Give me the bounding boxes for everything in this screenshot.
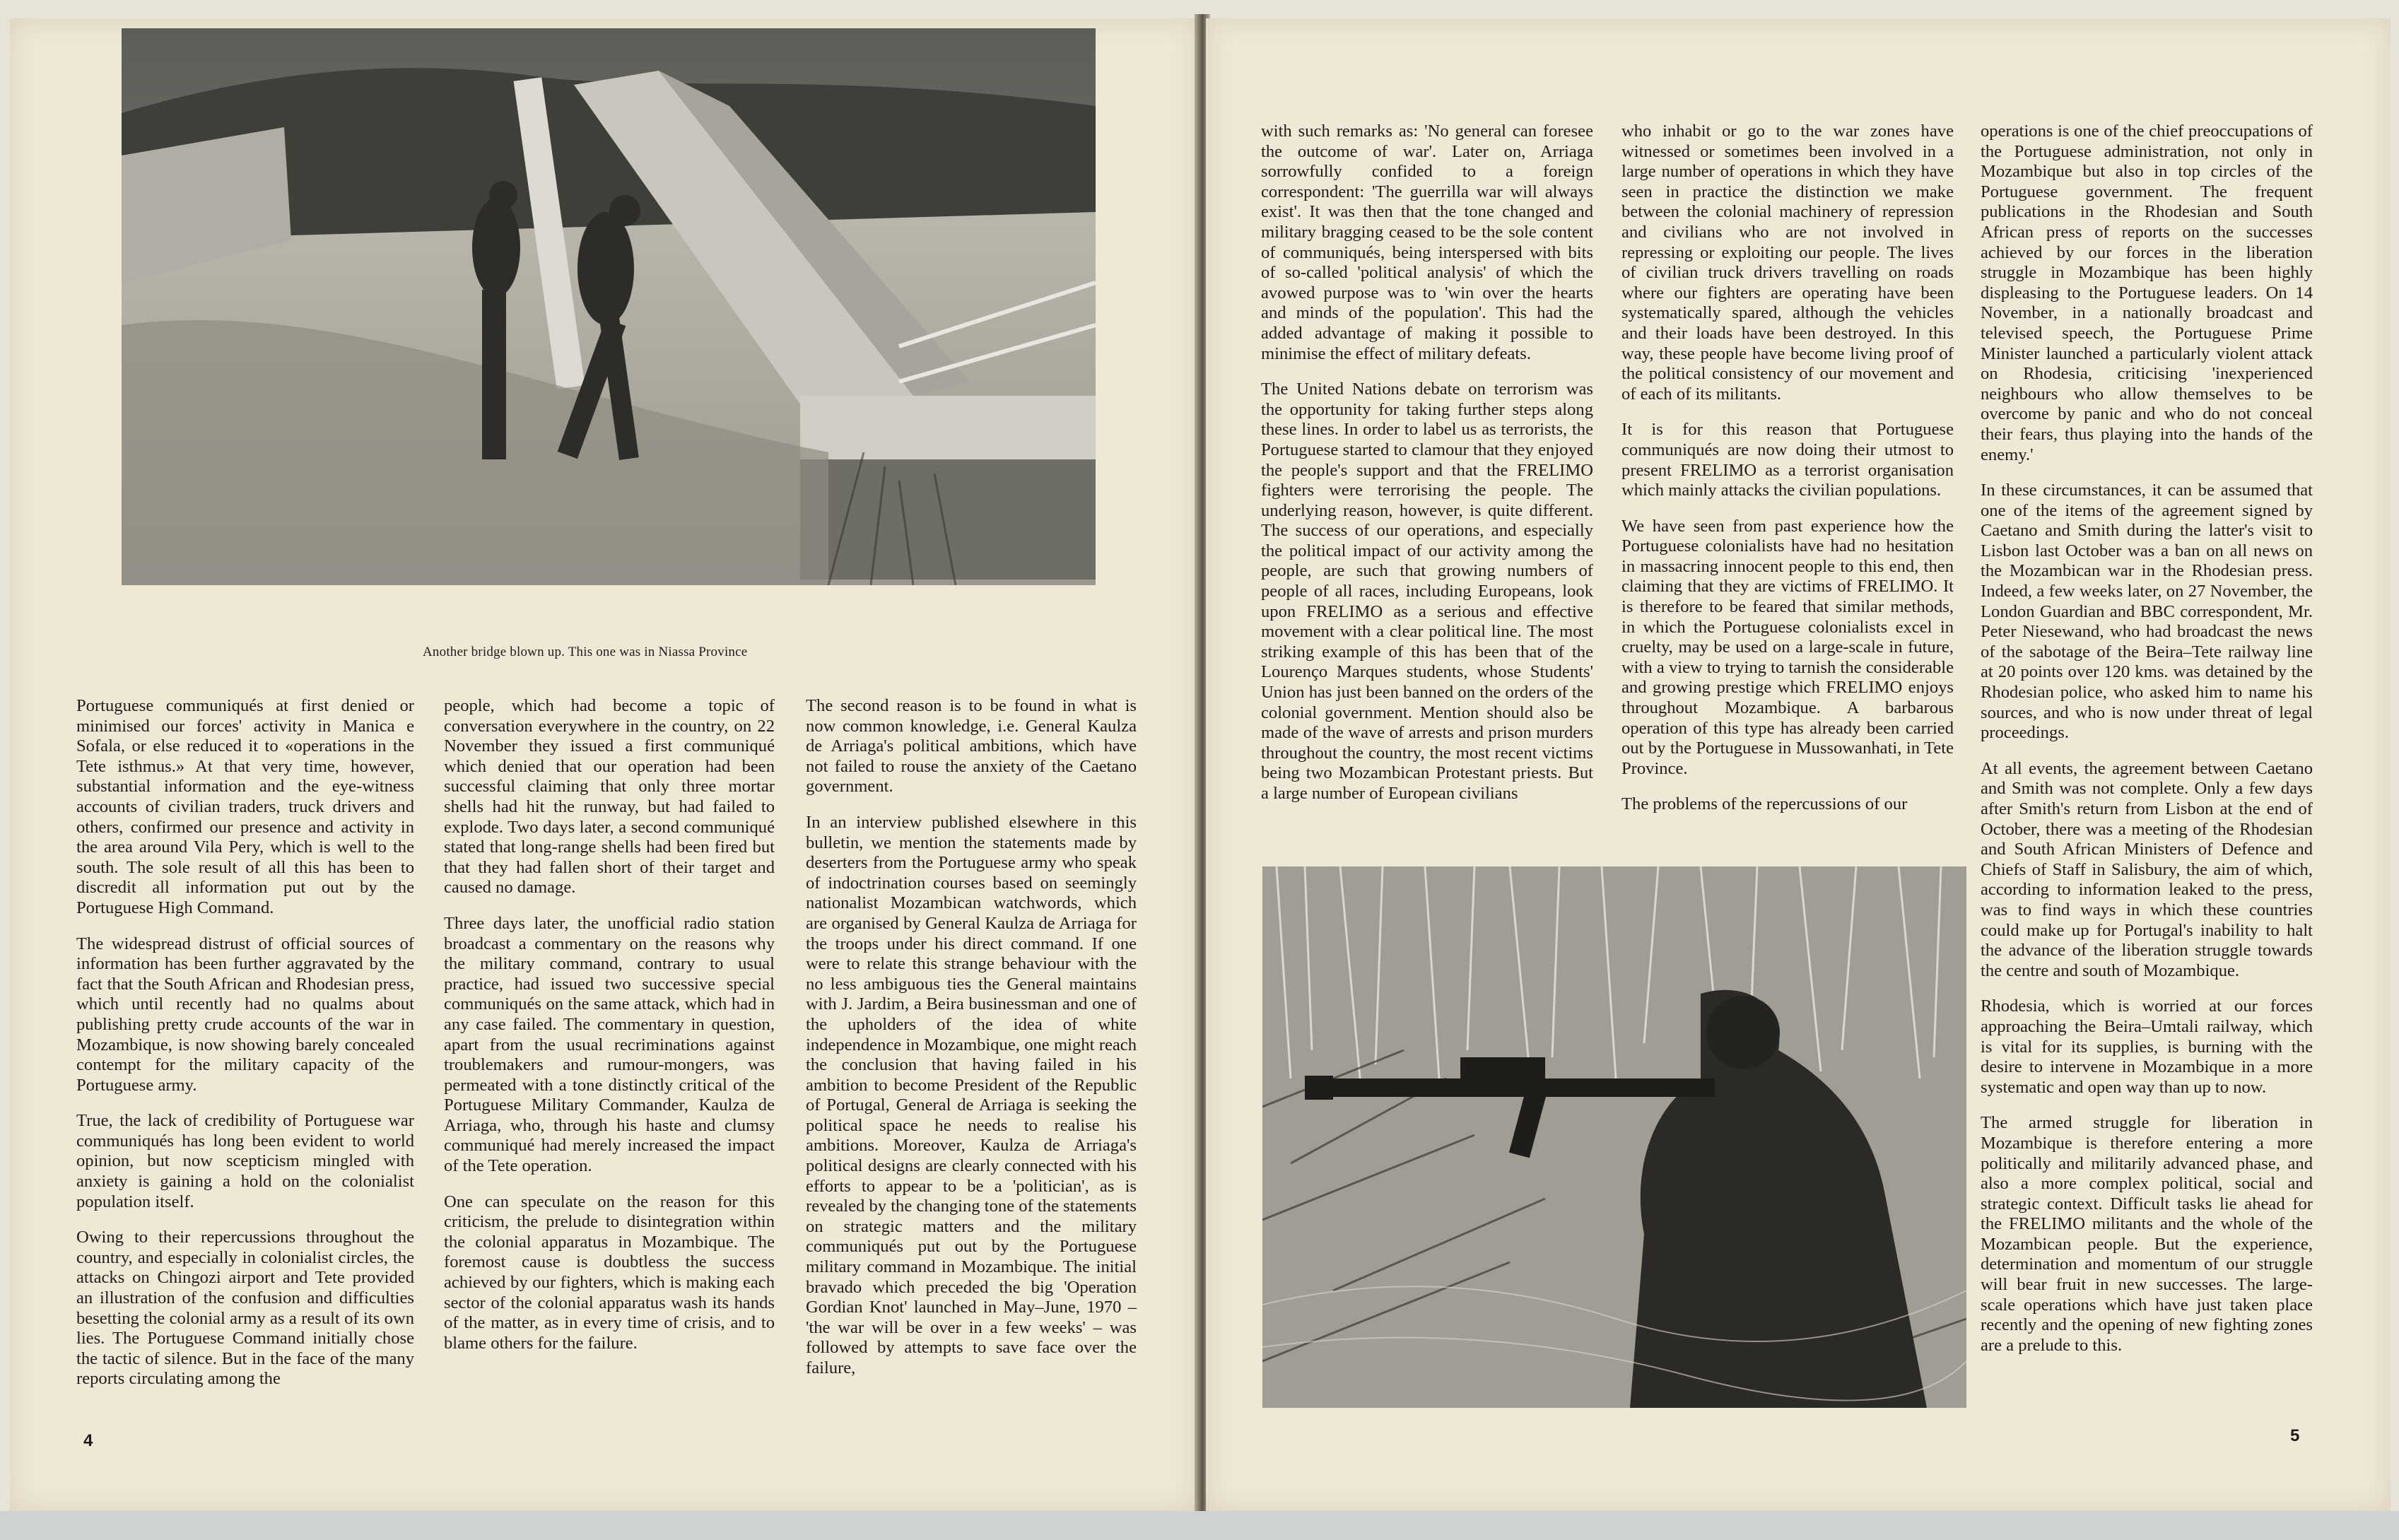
paragraph: We have seen from past experience how the Portuguese colonialists have had no hesitation in massacring innocent people to this end, then claiming that they are victims of FRELIMO. It is therefore to be feared that similar methods, in which the Portuguese colonialists excel in cruelty, may be used on a large-scale in future, with a view to trying to tarnish the considerable and growing prestige which FRELIMO enjoys throughout Mozambique. A barbarous operation of this type has already been carried out by the Portuguese in Mussowanhati, in Tete Province. — [1621, 516, 1954, 778]
left-column-1 — [76, 696, 414, 1405]
left-column-2 — [444, 696, 775, 1369]
paragraph: The second reason is to be found in what is now common knowledge, i.e. General Kaulza de Arriaga's political ambitions, which have not failed to rouse the anxiety of the Caetano government. — [806, 696, 1137, 797]
paragraph: In an interview published elsewhere in this bulletin, we mention the statements made by deserters from the Portuguese army who speak of indoctrination courses based on seemingly nationalist Mozambican watchwords, which are organised by General Kaulza de Arriaga for the troops under his direct command. If one were to relate this strange behaviour with the no less ambiguous ties the General maintains with J. Jardim, a Beira businessman and one of the upholders of the idea of white independence in Mozambique, one might reach the conclusion that having failed in his ambition to become President of the Republic of Portugal, General de Arriaga is seeking the political space he needs to realise his ambitions. Moreover, Kaulza de Arriaga's political designs are clearly connected with his efforts to appear to be a 'politician', as is revealed by the changing tone of the statements on strategic matters and the military communiqués put out by the Portuguese military command in Mozambique. The initial bravado which preceded the big 'Operation Gordian Knot' launched in May–June, 1970 – 'the war will be over in a few weeks' – was followed by attempts to save face over the failure, — [806, 812, 1137, 1377]
paragraph: True, the lack of credibility of Portuguese war communiqués has long been evident to world opinion, but now scepticism mingled with anxiety is gaining a hold on the colonialist population itself. — [76, 1111, 414, 1211]
paragraph: The widespread distrust of official sources of information has been further aggravated by the fact that the South African and Rhodesian press, which until recently had no qualms about publishing pretty crude accounts of the war in Mozambique, is now showing barely concealed contempt for the military capacity of the Portuguese army. — [76, 934, 414, 1095]
scan-background — [0, 1511, 2399, 1540]
paragraph: The armed struggle for liberation in Mozambique is therefore entering a more politically and militarily advanced phase, and also a more complex political, social and strategic context. Difficult tasks lie ahead for the FRELIMO militants and the whole of the Mozambican people. But the experience, determination and momentum of our struggle will bear fruit in new successes. The large-scale operations which have just taken place recently and the opening of new fighting zones are a prelude to this. — [1981, 1113, 2313, 1355]
paragraph: who inhabit or go to the war zones have witnessed or sometimes been involved in a large number of operations in which they have seen in practice the distinction we make between the colonial machinery of repression and civilians who are not involved in repressing or exploiting our people. The lives of civilian truck drivers travelling on roads where our fighters are operating have been systematically spared, although the vehicles and their loads have been destroyed. In this way, these people have become living proof of the political consistency of our movement and of each of its militants. — [1621, 122, 1954, 404]
paragraph: Rhodesia, which is worried at our forces approaching the Beira–Umtali railway, which is vital for its supplies, is burning with the desire to intervene in Mozambique in a more systematic and open way than up to now. — [1981, 997, 2313, 1097]
paragraph: Three days later, the unofficial radio station broadcast a commentary on the reasons why the military command, contrary to usual practice, had issued two successive special communiqués on the same attack, which had in any case failed. The commentary in question, apart from the usual recriminations against troublemakers and rumour-mongers, was permeated with a tone distinctly critical of the Portuguese Military Commander, Kaulza de Arriaga, who, through his haste and clumsy communiqué had merely increased the impact of the Tete operation. — [444, 913, 775, 1176]
paragraph: It is for this reason that Portuguese communiqués are now doing their utmost to present FRELIMO as a terrorist organisation which mainly attacks the civilian populations. — [1621, 420, 1954, 500]
paragraph: Portuguese communiqués at first denied or minimised our forces' activity in Manica e Sofala, or else reduced it to «operations in the Tete isthmus.» At that very time, however, substantial information and the eye-witness accounts of civilian traders, truck drivers and others, confirmed our presence and activity in the area around Vila Pery, which is well to the south. The sole result of all this has been to discredit all information put out by the Portuguese High Command. — [76, 696, 414, 917]
right-column-2 — [1621, 122, 1954, 830]
paragraph: with such remarks as: 'No general can foresee the outcome of war'. Later on, Arriaga sorrowfully confided to a foreign correspondent: 'The guerrilla war will always exist'. It was then that the tone changed and military bragging ceased to be the sole content of communiqués, being interspersed with bits of so-called 'political analysis' of which the avowed purpose was to 'win over the hearts and minds of the population'. This had the added advantage of making it possible to minimise the effect of military defeats. — [1261, 122, 1593, 363]
right-column-3 — [1981, 122, 2313, 1371]
paragraph: operations is one of the chief preoccupations of the Portuguese administration, not only in Mozambique but also in top circles of the Portuguese government. The frequent publications in the Rhodesian and South African press of reports on the successes achieved by our forces in the liberation struggle in Mozambique has been highly displeasing to the Portuguese leaders. On 14 November, in a nationally broadcast and televised speech, the Portuguese Prime Minister launched a particularly violent attack on Rhodesia, criticising 'inexperienced neighbours who allow themselves to be overcome by panic and who do not conceal their fears, thus playing into the hands of the enemy.' — [1981, 122, 2313, 464]
paragraph: One can speculate on the reason for this criticism, the prelude to disintegration within the colonial apparatus in Mozambique. The foremost cause is doubtless the success achieved by our fighters, which is making each sector of the colonial apparatus wash its hands of the matter, as in every time of crisis, and to blame others for the failure. — [444, 1192, 775, 1353]
left-column-3 — [806, 696, 1137, 1394]
paragraph: people, which had become a topic of conversation everywhere in the country, on 22 November they issued a first communiqué which denied that our operation had been successful claiming that only three mortar shells had hit the runway, but had failed to explode. Two days later, a second communiqué stated that long-range shells had been fired but that they had fallen short of their target and caused no damage. — [444, 696, 775, 898]
right-column-1 — [1261, 122, 1593, 820]
paragraph: Owing to their repercussions throughout the country, and especially in colonialist circles, the attacks on Chingozi airport and Tete provided an illustration of the confusion and difficulties besetting the colonial army as a result of its own lies. The Portuguese Command initially chose the tactic of silence. But in the face of the many reports circulating among the — [76, 1228, 414, 1389]
paragraph: The United Nations debate on terrorism was the opportunity for taking further steps along these lines. In order to label us as terrorists, the Portuguese started to clamour that they enjoyed the people's support and that the FRELIMO fighters were terrorising the people. The underlying reason, however, is quite different. The success of our operations, and especially the political impact of our activity among the people, are such that growing numbers of people of all races, including Europeans, look upon FRELIMO as a serious and effective movement with a clear political line. The most striking example of this has been that of the Lourenço Marques students, whose Students' Union has just been banned on the orders of the colonial government. Mention should also be made of the wave of arrests and prison murders throughout the country, the most recent victims being two Mozambican Protestant priests. But a large number of European civilians — [1261, 380, 1593, 803]
paragraph: At all events, the agreement between Caetano and Smith was not complete. Only a few days after Smith's return from Lisbon at the end of October, there was a meeting of the Rhodesian and South African Ministers of Defence and Chiefs of Staff in Salisbury, the aim of which, according to information leaked to the press, was to find ways in which these countries could make up for Portugal's inability to halt the advance of the liberation struggle towards the centre and south of Mozambique. — [1981, 758, 2313, 980]
bridge-photo — [122, 28, 1096, 585]
photo-caption: Another bridge blown up. This one was in Niassa Province — [423, 645, 748, 659]
fighter-photo — [1262, 866, 1966, 1408]
paragraph: The problems of the repercussions of our — [1621, 794, 1908, 814]
page-number-right: 5 — [2290, 1426, 2300, 1445]
paragraph: In these circumstances, it can be assumed that one of the items of the agreement signed by Caetano and Smith during the latter's visit to Lisbon last October was a ban on all news on the Mozambican war in the Rhodesian press. Indeed, a few weeks later, on 27 November, the London Guardian and BBC correspondent, Mr. Peter Niesewand, who had broadcast the news of the sabotage of the Beira–Tete railway line at 20 points over 120 kms. was detained by the Rhodesian police, who asked him to name his sources, and who is now under threat of legal proceedings. — [1981, 481, 2313, 743]
page-number-left: 4 — [83, 1431, 93, 1450]
